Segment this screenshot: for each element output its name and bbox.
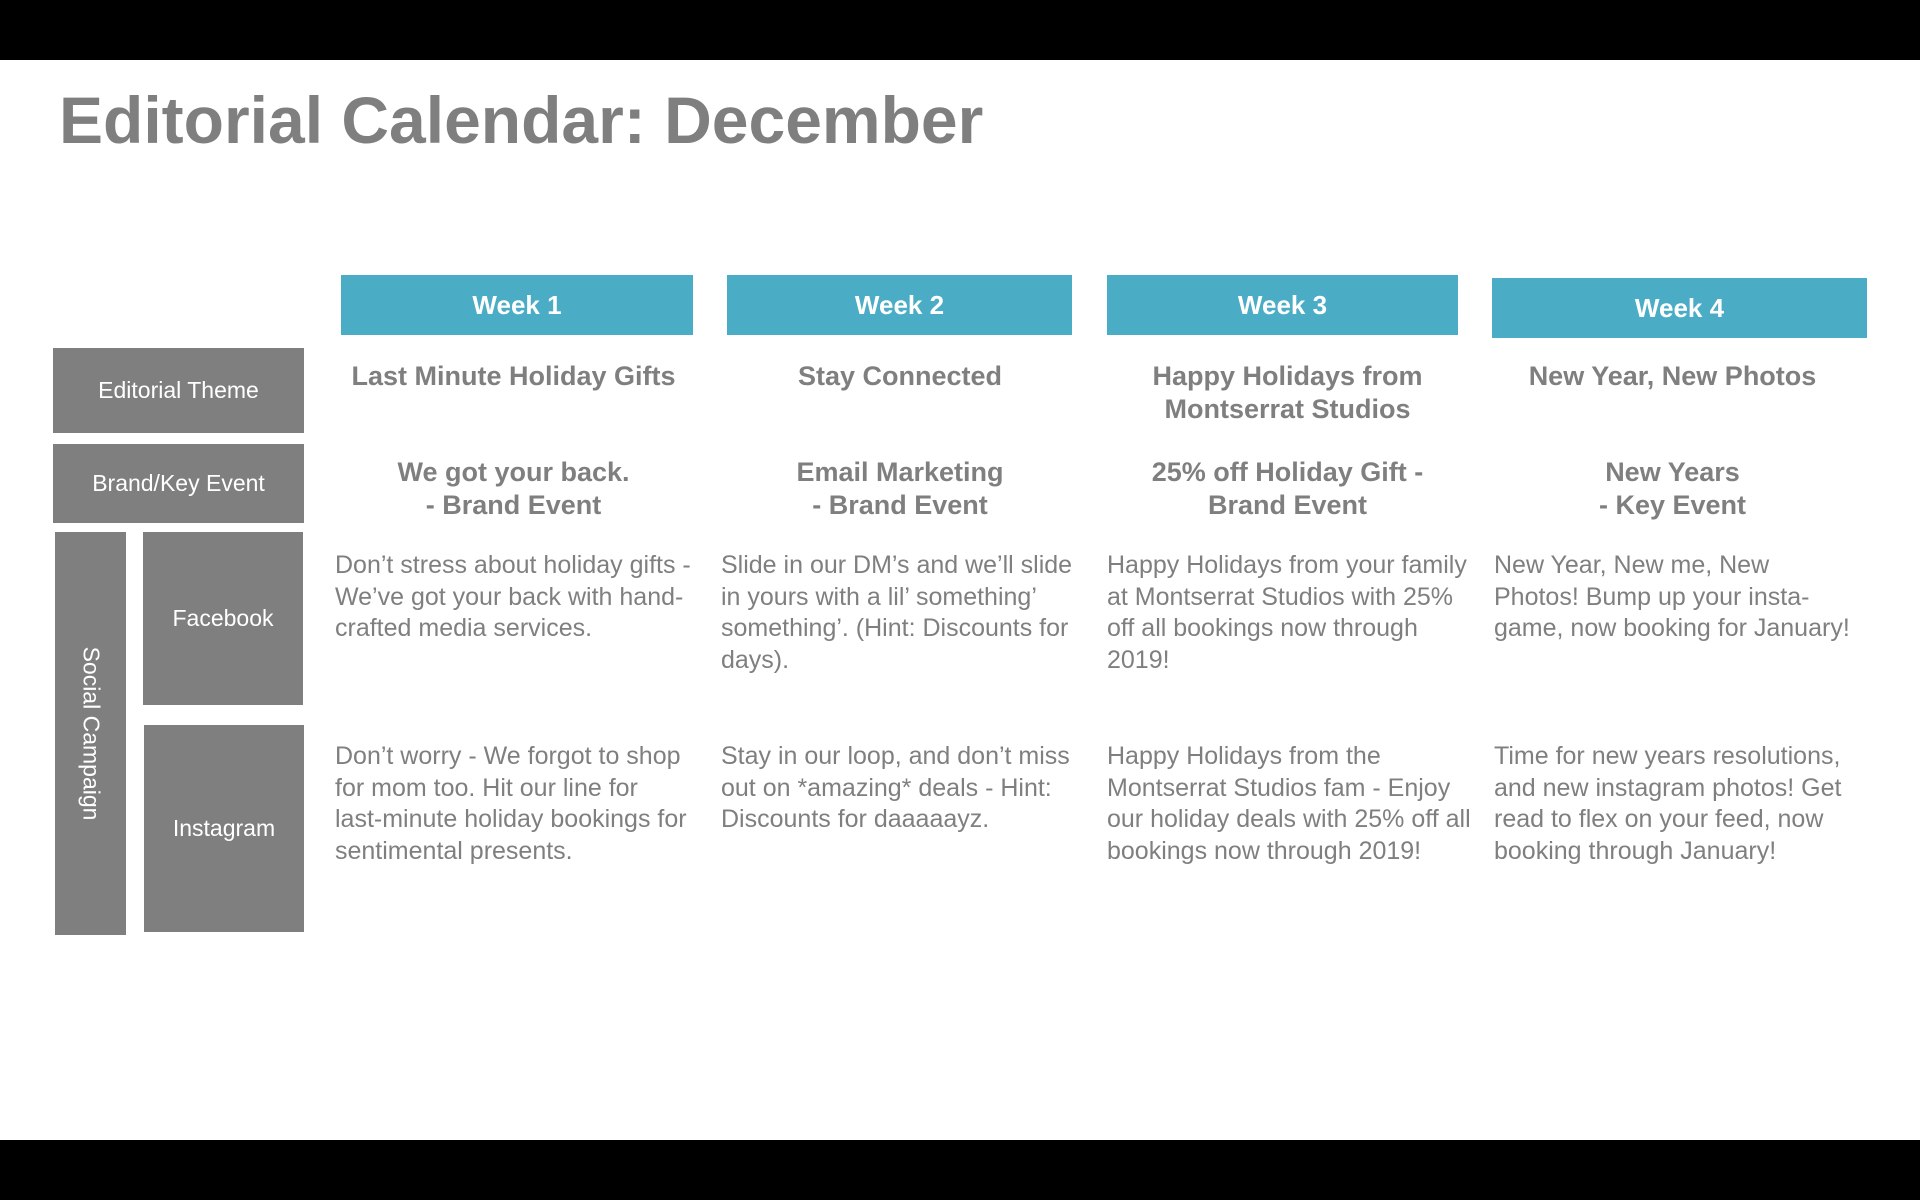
week-3-header: Week 3	[1107, 275, 1458, 335]
week-3-facebook-text: Happy Holidays from your family at Montserrat Studios with 25% off all bookings now through 2019!	[1107, 551, 1467, 674]
week-4-event: New Years - Key Event	[1598, 457, 1747, 520]
page-title: Editorial Calendar: December	[59, 83, 984, 157]
week-4-facebook-text: New Year, New me, New Photos! Bump up your insta-game, now booking for January!	[1494, 551, 1850, 642]
week-3-instagram-text: Happy Holidays from the Montserrat Studios fam - Enjoy our holiday deals with 25% off all bookings now through 2019!	[1107, 742, 1471, 865]
week-4-header: Week 4	[1492, 278, 1867, 338]
editorial-theme-label: Editorial Theme	[53, 348, 304, 433]
week-4-theme: New Year, New Photos	[1528, 361, 1817, 391]
week-2-instagram-text: Stay in our loop, and don’t miss out on *amazing* deals - Hint: Discounts for daaaaayz.	[721, 742, 1070, 833]
week-1-event: We got your back. - Brand Event	[397, 457, 630, 520]
week-2-header: Week 2	[727, 275, 1072, 335]
week-1-facebook-text: Don’t stress about holiday gifts - We’ve got your back with hand-crafted media services.	[335, 551, 691, 642]
week-2-theme: Stay Connected	[797, 361, 1003, 391]
week-1-theme: Last Minute Holiday Gifts	[351, 361, 676, 391]
week-4-instagram-text: Time for new years resolutions, and new instagram photos! Get read to flex on your feed, now booking through January!	[1494, 742, 1842, 865]
week-1-header: Week 1	[341, 275, 693, 335]
week-3-theme: Happy Holidays from Montserrat Studios	[1152, 361, 1423, 424]
week-2-facebook-text: Slide in our DM’s and we’ll slide in yours with a lil’ something’ something’. (Hint: Discounts for days).	[721, 551, 1073, 674]
social-campaign-text: Social Campaign	[78, 646, 104, 821]
facebook-label: Facebook	[143, 532, 303, 705]
instagram-label: Instagram	[144, 725, 304, 932]
week-3-event: 25% off Holiday Gift - Brand Event	[1151, 457, 1424, 520]
slide	[0, 60, 1920, 1140]
social-campaign-label	[55, 532, 126, 935]
brand-key-event-label: Brand/Key Event	[53, 444, 304, 523]
week-1-instagram-text: Don’t worry - We forgot to shop for mom too. Hit our line for last-minute holiday bookings for sentimental presents.	[335, 742, 687, 865]
week-2-event: Email Marketing - Brand Event	[796, 457, 1004, 520]
